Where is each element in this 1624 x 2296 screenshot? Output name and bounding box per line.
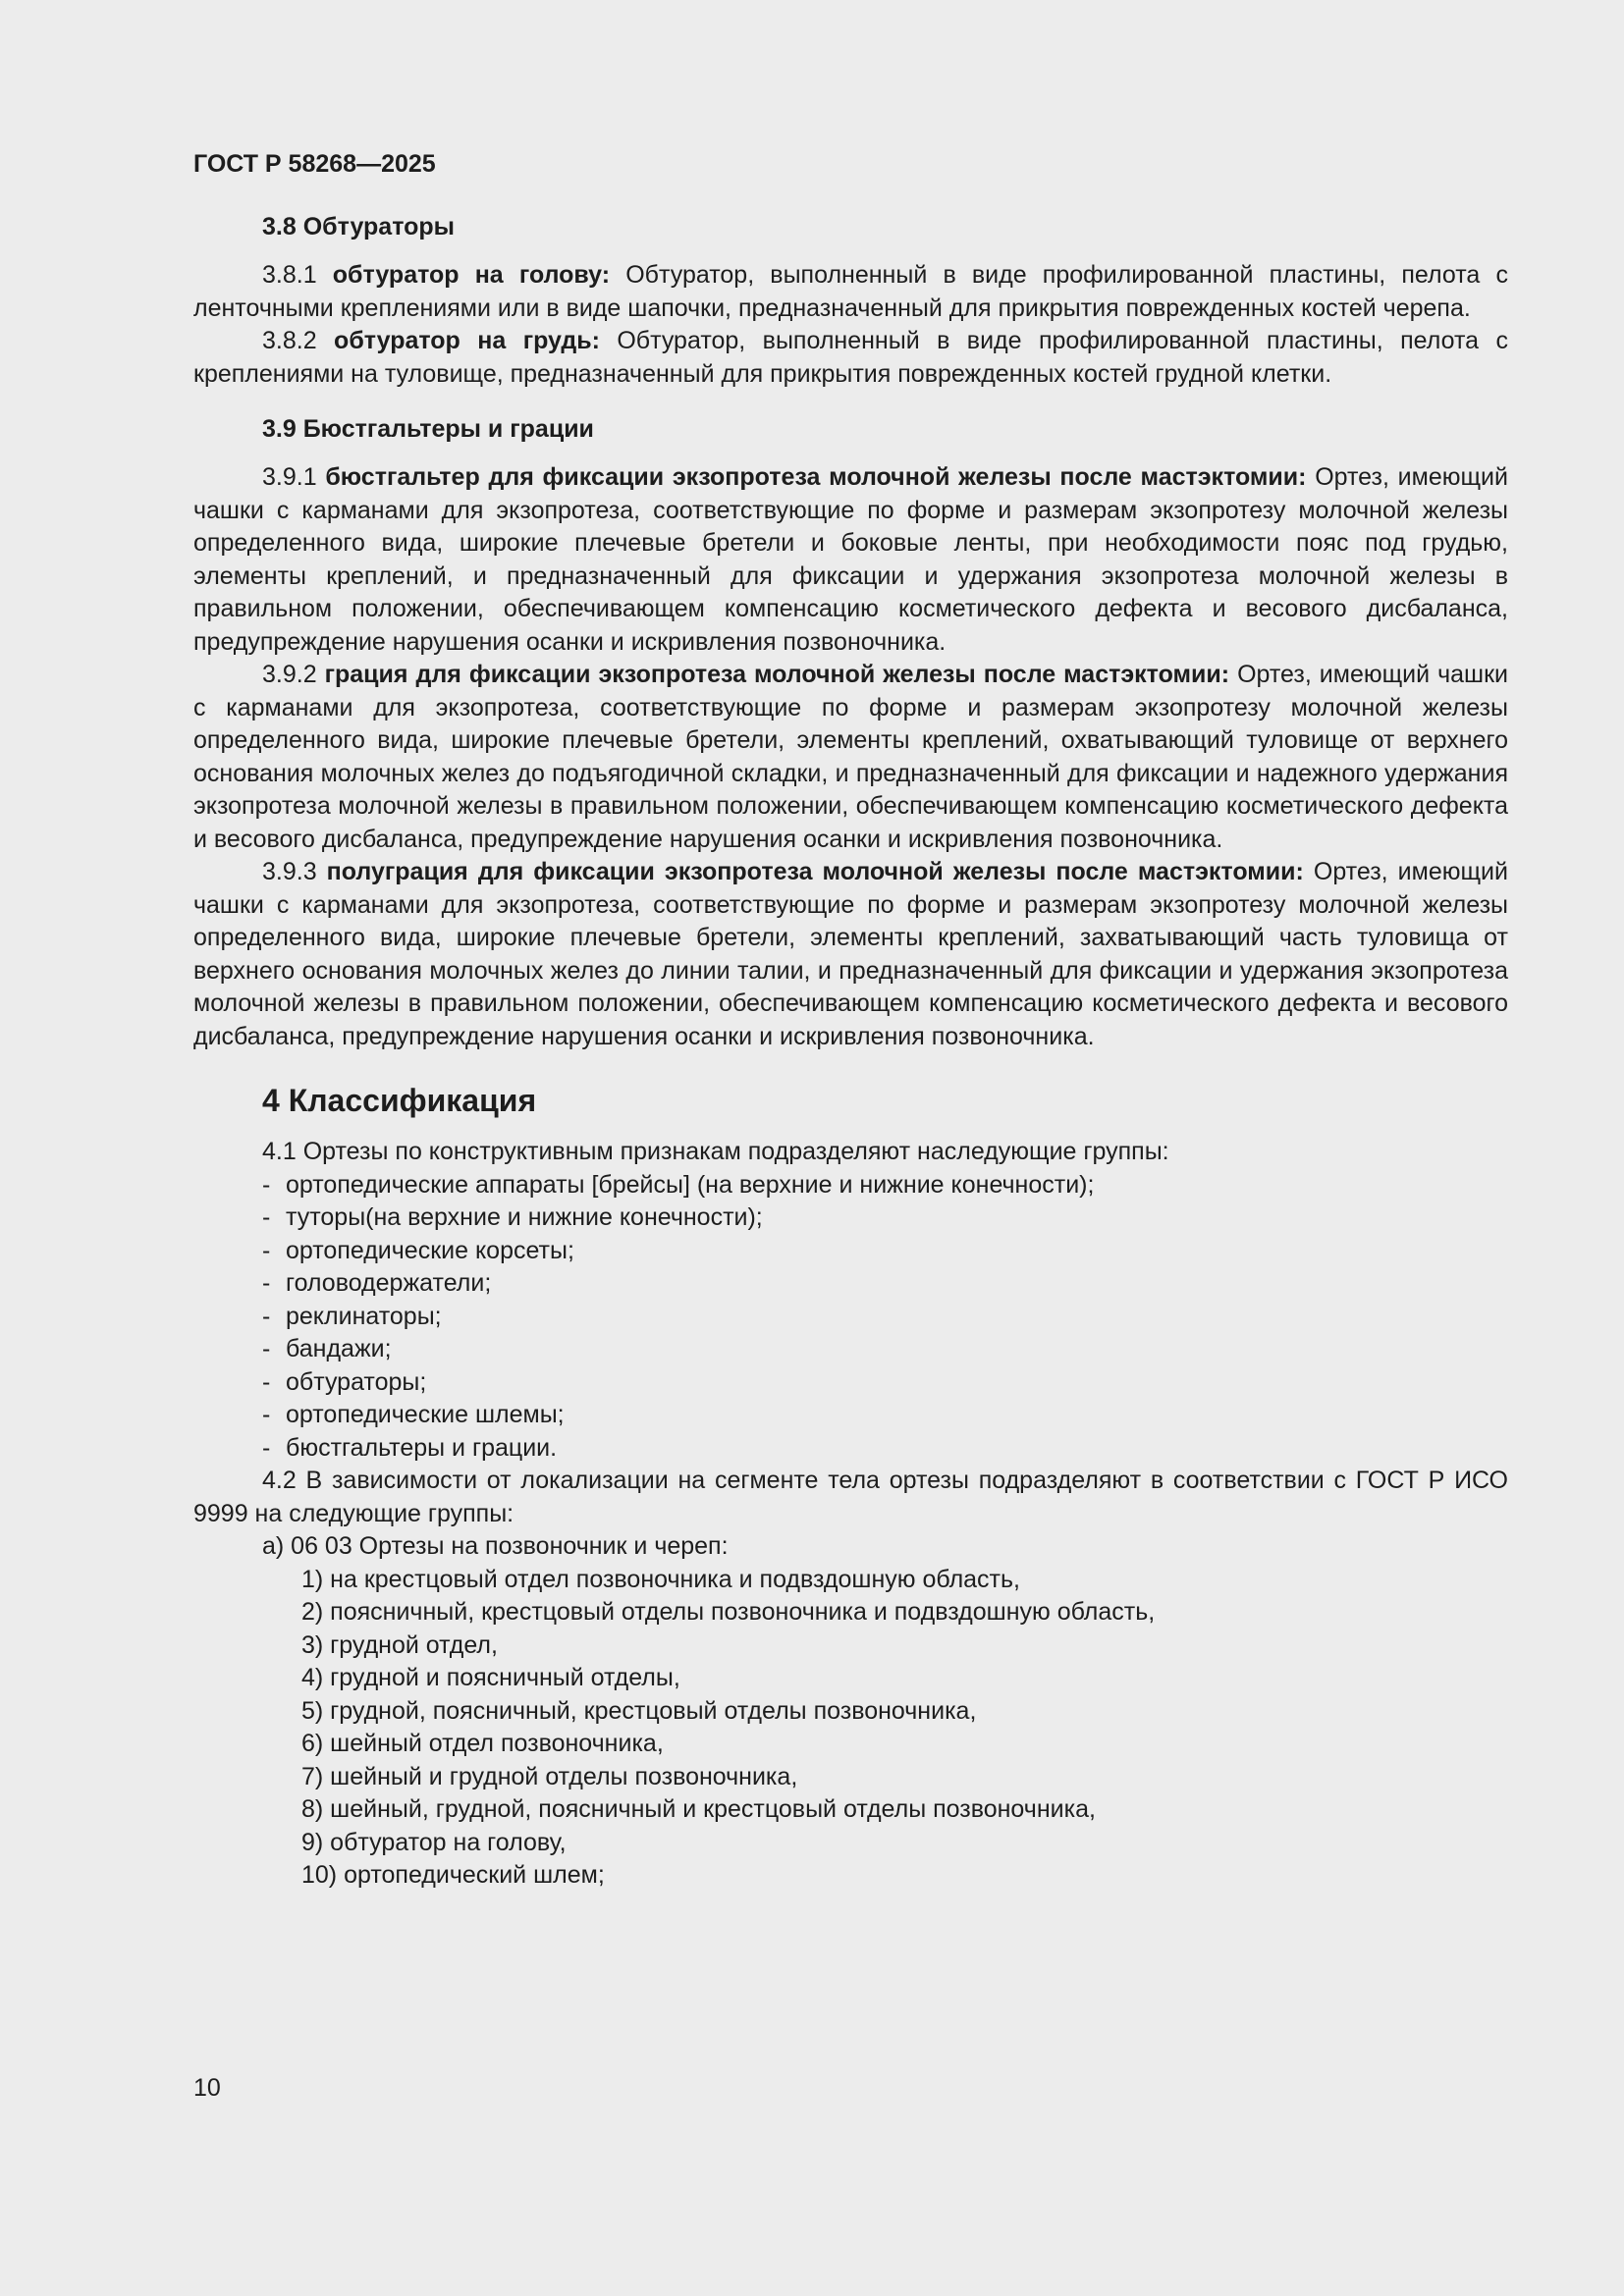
definition: Обтуратор, выполненный в виде профилированной пластины, пелота с креплениями на туловище, предназначенный для прикрытия поврежденных костей грудной клетки. — [193, 327, 1508, 388]
dash-marker: - — [262, 1401, 271, 1428]
term: обтуратор на голову: — [332, 261, 611, 289]
paragraph-4-2: 4.2 В зависимости от локализации на сегменте тела ортезы подразделяют в соответствии с ГОСТ Р ИСО 9999 на следующие группы: — [193, 1467, 1508, 1527]
clause-number: 3.9.2 — [262, 661, 325, 688]
term: обтуратор на грудь: — [334, 327, 600, 354]
dash-marker: - — [262, 1236, 271, 1264]
list-item: 10) ортопедический шлем; — [301, 1861, 605, 1889]
clause-number: 3.9.1 — [262, 463, 326, 491]
dash-marker: - — [262, 1269, 271, 1297]
dash-marker: - — [262, 1335, 271, 1362]
term: бюстгальтер для фиксации экзопротеза молочной железы после мастэктомии: — [325, 463, 1307, 491]
paragraph-3-8-1 — [193, 259, 1508, 325]
list-item: - реклинаторы; — [193, 1301, 1508, 1334]
document-header: ГОСТ Р 58268—2025 — [193, 150, 436, 178]
paragraph-4-1: 4.1 Ортезы по конструктивным признакам подразделяют наследующие группы: — [262, 1138, 1169, 1165]
clause-number: 3.9.3 — [262, 858, 327, 885]
paragraph-3-9-2 — [193, 659, 1508, 856]
list-item: 5) грудной, поясничный, крестцовый отделы позвоночника, — [301, 1696, 977, 1725]
list-item: - туторы(на верхние и нижние конечности); — [193, 1201, 1508, 1235]
list-item: 4) грудной и поясничный отделы, — [301, 1664, 680, 1691]
definition: Ортез, имеющий чашки с карманами для экзопротеза, соответствующие по форме и размерам экзопротезу молочной железы определенного вида, широкие плечевые бретели, элементы креплений, охватывающий туловище от верхнего основания молочных желез до подъягодичной складки, и предназначенный для фиксации и надежного удержания экзопротеза молочной железы в правильном положении, обеспечивающем компенсацию косметического дефекта и весового дисбаланса, предупреждение нарушения осанки и искривления позвоночника. — [193, 661, 1508, 853]
list-item: 8) шейный, грудной, поясничный и крестцовый отделы позвоночника, — [301, 1795, 1096, 1823]
list-item: 7) шейный и грудной отделы позвоночника, — [301, 1762, 798, 1790]
term: полуграция для фиксации экзопротеза молочной железы после мастэктомии: — [326, 858, 1304, 885]
paragraph-3-8-2 — [193, 325, 1508, 391]
list-item: 1) на крестцовый отдел позвоночника и подвздошную область, — [301, 1565, 1020, 1593]
dash-marker: - — [262, 1433, 271, 1462]
term: грация для фиксации экзопротеза молочной железы после мастэктомии: — [324, 661, 1230, 688]
list-item: - головодержатели; — [193, 1267, 1508, 1301]
definition: Обтуратор, выполненный в виде профилированной пластины, пелота с ленточными креплениями или в виде шапочки, предназначенный для прикрытия поврежденных костей черепа. — [193, 261, 1508, 322]
subsection-title-3-9: 3.9 Бюстгальтеры и грации — [262, 415, 594, 443]
list-item: - ортопедические шлемы; — [193, 1399, 1508, 1432]
dash-marker: - — [262, 1203, 271, 1231]
list-item: - обтураторы; — [193, 1366, 1508, 1400]
list-item: - бюстгальтеры и грации. — [193, 1432, 1508, 1466]
page-number: 10 — [193, 2074, 221, 2102]
subsection-title-3-8: 3.8 Обтураторы — [262, 213, 456, 240]
list-a-heading: а) 06 03 Ортезы на позвоночник и череп: — [262, 1532, 729, 1560]
list-item: - ортопедические корсеты; — [193, 1235, 1508, 1268]
paragraph-3-9-3 — [193, 856, 1508, 1053]
list-item: - бандажи; — [193, 1333, 1508, 1366]
list-item: 2) поясничный, крестцовый отделы позвоночника и подвздошную область, — [301, 1598, 1156, 1626]
list-item: 6) шейный отдел позвоночника, — [301, 1730, 664, 1757]
dash-marker: - — [262, 1302, 271, 1330]
clause-number: 3.8.1 — [262, 261, 333, 289]
dash-marker: - — [262, 1170, 271, 1199]
clause-number: 3.8.2 — [262, 327, 335, 354]
paragraph-3-9-1 — [193, 461, 1508, 659]
list-item: - ортопедические аппараты [брейсы] (на верхние и нижние конечности); — [193, 1169, 1508, 1202]
list-item: 3) грудной отдел, — [301, 1630, 498, 1659]
section-title-4: 4 Классификация — [262, 1083, 537, 1118]
dash-marker: - — [262, 1367, 271, 1396]
document-page — [193, 147, 1508, 1893]
definition: Ортез, имеющий чашки с карманами для экзопротеза, соответствующие по форме и размерам экзопротезу молочной железы определенного вида, широкие плечевые бретели и боковые ленты, при необходимости пояс под грудью, элементы креплений, и предназначенный для фиксации и удержания экзопротеза молочной железы в правильном положении, обеспечивающем компенсацию косметического дефекта и весового дисбаланса, предупреждение нарушения осанки и искривления позвоночника. — [193, 463, 1508, 656]
definition: Ортез, имеющий чашки с карманами для экзопротеза, соответствующие по форме и размерам экзопротезу молочной железы определенного вида, широкие плечевые бретели, элементы креплений, захватывающий часть туловища от верхнего основания молочных желез до линии талии, и предназначенный для фиксации и удержания экзопротеза молочной железы в правильном положении, обеспечивающем компенсацию косметического дефекта и весового дисбаланса, предупреждение нарушения осанки и искривления позвоночника. — [193, 858, 1508, 1050]
list-item: 9) обтуратор на голову, — [301, 1828, 567, 1856]
